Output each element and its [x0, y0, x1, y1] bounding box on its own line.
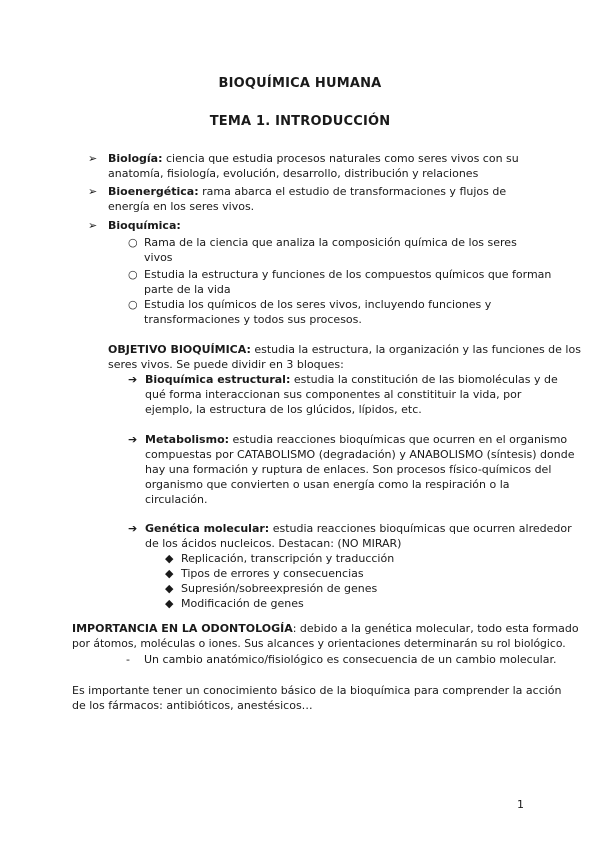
metabolismo-line-3: hay una formación y ruptura de enlaces. Son procesos físico-químicos del	[145, 463, 552, 476]
bioq-item-1-cont: vivos	[144, 251, 173, 264]
estructural-line-2: qué forma interaccionan sus componentes al constitituir la vida, por	[145, 388, 522, 401]
def-bioquimica: Bioquímica:	[108, 219, 181, 232]
genetica-item-3: Supresión/sobreexpresión de genes	[181, 582, 378, 595]
metabolismo-paragraph: Metabolismo: estudia reacciones bioquímicas que ocurren en el organismo	[145, 433, 568, 446]
def-bioenergetica-cont: energía en los seres vivos.	[108, 200, 255, 213]
metabolismo-line-5: circulación.	[145, 493, 208, 506]
circle-bullet-icon: ○	[128, 268, 138, 281]
circle-bullet-icon: ○	[128, 236, 138, 249]
bioq-item-1: Rama de la ciencia que analiza la composición química de los seres	[144, 236, 517, 249]
estructural-paragraph: Bioquímica estructural: estudia la constitución de las biomoléculas y de	[145, 373, 558, 386]
diamond-bullet-icon: ◆	[165, 597, 174, 610]
def-biologia-cont: anatomía, fisiología, evolución, desarrollo, distribución y relaciones	[108, 167, 479, 180]
def-bioenergetica: Bioenergética: rama abarca el estudio de transformaciones y flujos de	[108, 185, 507, 198]
bioq-item-2: Estudia la estructura y funciones de los compuestos químicos que forman	[144, 268, 552, 281]
arrow-bullet-icon: ➢	[88, 219, 98, 232]
right-arrow-icon: ➔	[128, 433, 138, 446]
right-arrow-icon: ➔	[128, 373, 138, 386]
document-subtitle: TEMA 1. INTRODUCCIÓN	[209, 114, 391, 129]
estructural-line-3: ejemplo, la estructura de los glúcidos, lípidos, etc.	[145, 403, 422, 416]
document-title: BIOQUÍMICA HUMANA	[218, 76, 382, 91]
circle-bullet-icon: ○	[128, 298, 138, 311]
diamond-bullet-icon: ◆	[165, 567, 174, 580]
genetica-item-4: Modificación de genes	[181, 597, 304, 610]
closing-paragraph: Es importante tener un conocimiento básico de la bioquímica para comprender la acción	[72, 684, 562, 697]
genetica-item-2: Tipos de errores y consecuencias	[181, 567, 364, 580]
objetivo-paragraph-cont: seres vivos. Se puede dividir en 3 bloques:	[108, 358, 344, 371]
diamond-bullet-icon: ◆	[165, 552, 174, 565]
genetica-item-1: Replicación, transcripción y traducción	[181, 552, 395, 565]
genetica-paragraph: Genética molecular: estudia reacciones bioquímicas que ocurren alrededor	[145, 522, 572, 535]
bioq-item-2-cont: parte de la vida	[144, 283, 231, 296]
closing-paragraph-cont: de los fármacos: antibióticos, anestésicos…	[72, 699, 313, 712]
metabolismo-line-4: organismo que convierten o usan energía como la respiración o la	[145, 478, 510, 491]
bioq-item-3: Estudia los químicos de los seres vivos, incluyendo funciones y	[144, 298, 492, 311]
arrow-bullet-icon: ➢	[88, 152, 98, 165]
objetivo-paragraph: OBJETIVO BIOQUÍMICA: estudia la estructura, la organización y las funciones de los	[108, 343, 581, 356]
importancia-paragraph: IMPORTANCIA EN LA ODONTOLOGÍA: debido a la genética molecular, todo esta formado	[72, 622, 579, 635]
importancia-line-2: por átomos, moléculas o iones. Sus alcances y orientaciones determinarán su rol biológico.	[72, 637, 566, 650]
metabolismo-line-2: compuestas por CATABOLISMO (degradación) y ANABOLISMO (síntesis) donde	[145, 448, 575, 461]
page-number: 1	[517, 798, 524, 811]
dash-bullet: -	[126, 653, 130, 666]
genetica-line-2: de los ácidos nucleicos. Destacan: (NO MIRAR)	[145, 537, 402, 550]
importancia-dash-item: Un cambio anatómico/fisiológico es consecuencia de un cambio molecular.	[144, 653, 557, 666]
def-biologia: Biología: ciencia que estudia procesos naturales como seres vivos con su	[108, 152, 519, 165]
diamond-bullet-icon: ◆	[165, 582, 174, 595]
bioq-item-3-cont: transformaciones y todos sus procesos.	[144, 313, 362, 326]
right-arrow-icon: ➔	[128, 522, 138, 535]
arrow-bullet-icon: ➢	[88, 185, 98, 198]
